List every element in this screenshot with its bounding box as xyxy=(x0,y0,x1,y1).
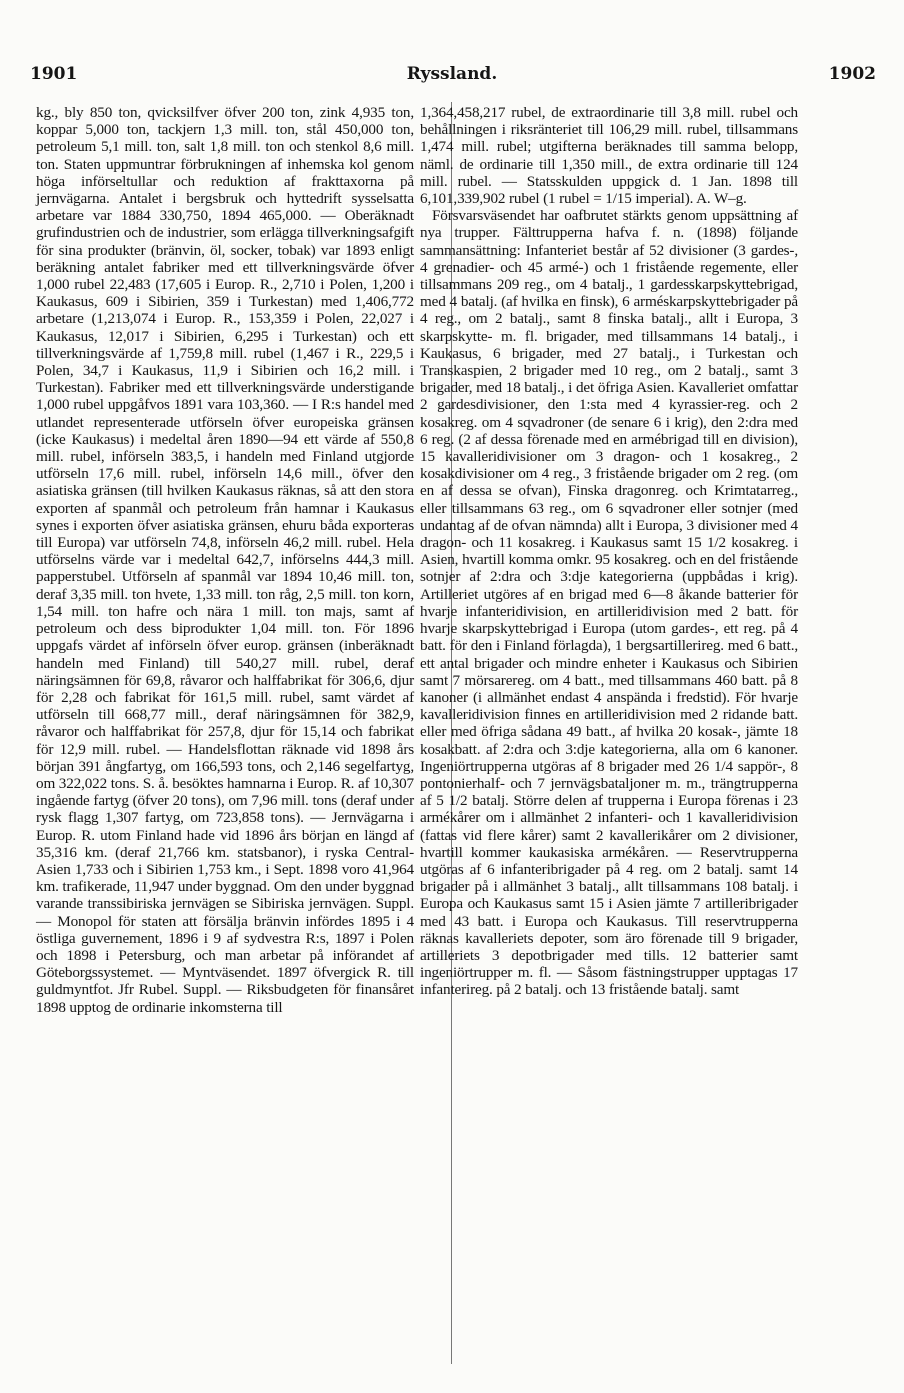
right-text-column xyxy=(420,104,798,999)
left-page-number: 1901 xyxy=(30,64,78,84)
left-text-column xyxy=(36,104,414,1016)
running-title: Ryssland. xyxy=(406,64,498,84)
right-page-number: 1902 xyxy=(828,64,876,84)
left-paragraph: kg., bly 850 ton, qvicksilfver öfver 200 ton, zink 4,935 ton, koppar 5,000 ton, tackjern 1,3 mill. ton, stål 450,000 ton, petroleum 5,1 mill. ton, salt 1,8 mill. ton och stenkol 8,6 mill. ton. Staten uppmuntrar förbrukningen af inhemska kol genom höga införseltullar och reduktion af frakttaxorna på jernvägarna. Antalet i bergsbruk och hyttedrift sysselsatta arbetare var 1884 330,750, 1894 465,000. — Oberäknadt grufindustrien och de industrier, som erlägga tillverkningsafgift för sina produkter (bränvin, öl, socker, tobak) var 1893 enligt beräkning antalet fabriker med ett tillverkningsvärde öfver 1,000 rubel 22,483 (17,605 i Europ. R., 2,710 i Polen, 1,200 i Kaukasus, 609 i Sibirien, 359 i Turkestan) med 1,406,772 arbetare (1,213,074 i Europ. R., 153,359 i Polen, 22,027 i Kaukasus, 12,017 i Sibirien, 6,295 i Turkestan) och ett tillverkningsvärde af 1,759,8 mill. rubel (1,467 i R., 229,5 i Polen, 34,7 i Kaukasus, 11,9 i Sibirien och 16,2 mill. i Turkestan). Fabriker med ett tillverkningsvärde understigande 1,000 rubel uppgåfvos 1891 vara 103,360. — I R:s handel med utlandet representerade utförseln öfver europeiska gränsen (icke Kaukasus) i medeltal åren 1890—94 ett värde af 550,8 mill. rubel, införseln 383,5, i handeln med Finland utgjorde utförseln 17,6 mill. rubel, införseln 14,6 mill., öfver den asiatiska gränsen (till hvilken Kaukasus räknas, så att den stora exporten af spanmål och petroleum från hamnar i Kaukasus synes i exporten öfver asiatiska gränsen, ehuru båda exporteras till Europa) var utförseln 74,8, införseln 46,2 mill. rubel. Hela utförselns värde var i medeltal 642,7, införselns 444,3 mill. papperstubel. Utförseln af spanmål var 1894 10,46 mill. ton, deraf 3,35 mill. ton hvete, 1,33 mill. ton råg, 2,5 mill. ton korn, 1,54 mill. ton hafre och nära 1 mill. ton majs, samt af petroleum och dess biprodukter 1,04 mill. ton. För 1896 uppgafs värdet af införseln öfver europ. gränsen (inberäknadt handeln med Finland) till 540,27 mill. rubel, deraf näringsämnen för 69,8, råvaror och halffabrikat för 306,6, djur för 2,28 och fabrikat för 161,5 mill. rubel, samt värdet af utförseln till 668,77 mill., deraf näringsämnen för 382,9, råvaror och halffabrikat för 257,8, djur för 15,14 och fabrikat för 12,9 mill. rubel. — Handelsflottan räknade vid 1898 års början 391 ångfartyg, om 166,593 tons, och 2,146 segelfartyg, om 322,022 tons. S. å. besöktes hamnarna i Europ. R. af 10,307 ingående fartyg (öfver 20 tons), om 7,96 mill. tons (deraf under rysk flagg 1,307 fartyg, om 723,858 tons). — Jernvägarna i Europ. R. utom Finland hade vid 1896 års början en längd af 35,316 km. (deraf 21,766 km. statsbanor), i ryska Central-Asien 1,733 och i Sibirien 1,753 km., i Sept. 1898 voro 41,964 km. trafikerade, 11,947 under byggnad. Om den under byggnad varande transsibiriska jernvägen se Sibiriska jernvägen. Suppl. — Monopol för staten att försälja bränvin infördes 1895 i 4 östliga guvernement, 1896 i 9 af sydvestra R:s, 1897 i Polen och 1898 i Petersburg, och man arbetar på införandet af Göteborgssystemet. — Myntväsendet. 1897 öfvergick R. till guldmyntfot. Jfr Rubel. Suppl. — Riksbudgeten för finansåret 1898 upptog de ordinarie inkomsterna till xyxy=(36,104,414,1016)
right-paragraph-defence: Försvarsväsendet har oafbrutet stärkts genom uppsättning af nya trupper. Fälttrupperna hafva f. n. (1898) följande sammansättning: Infanteriet består af 52 divisioner (3 gardes-, 4 grenadier- och 45 armé-) och 1 fristående regemente, eller tillsammans 209 reg., om 4 batalj., 1 gardesskarpskyttebrigad, med 4 batalj. (af hvilka en finsk), 6 arméskarpskyttebrigader på 4 reg., om 2 batalj., samt 8 finska batalj., allt i Europa, 3 skarpskytte- m. fl. brigader, med tillsammans 14 batalj., i Kaukasus, 6 brigader, med 27 batalj., i Turkestan och Transkaspien, 2 brigader med 10 reg., om 2 batalj., samt 3 brigader, med 18 batalj., i det öfriga Asien. Kavalleriet omfattar 2 gardesdivisioner, den 1:sta med 4 kyrassier-reg. och 2 kosakreg. om 4 sqvadroner (de senare 6 i krig), den 2:dra med 6 reg. (2 af dessa förenade med en armébrigad till en division), 15 kavalleridivisioner om 3 dragon- och 1 kosakreg., 2 kosakdivisioner om 4 reg., 3 fristående brigader om 2 reg. (om en af dessa se ofvan), Finska dragonreg. och Krimtatarreg., eller tillsammans 63 reg., om 6 sqvadroner eller sotnjer (med undantag af de ofvan nämnda) allt i Europa, 3 divisioner med 4 dragon- och 11 kosakreg. i Kaukasus samt 15 1/2 kosakreg. i Asien, hvartill komma omkr. 95 kosakreg. och en del fristående sotnjer af 2:dra och 3:dje kategorierna (uppbådas i krig). Artilleriet utgöres af en brigad med 6—8 åkande batterier för hvarje infanteridivision, en artilleridivision med 2 batt. för hvarje skarpskyttebrigad i Europa (utom gardes-, ett reg. på 4 batt. för den i Finland förlagda), 1 bergsartillerireg. med 6 batt., ett antal brigader och mindre enheter i Kaukasus och Sibirien samt 7 mörsarereg. om 4 batt., med tillsammans 460 batt. på 8 kanoner (i allmänhet endast 4 anspända i fredstid). För hvarje kavalleridivision finnes en artilleridivision med 2 ridande batt. eller med öfriga sådana 49 batt., af hvilka 20 kosak-, jämte 18 kosakbatt. af 2:dra och 3:dje kategorierna, alla om 6 kanoner. Ingeniörtrupperna utgöras af 8 brigader med 26 1/4 sappör-, 8 pontonierhalf- och 7 jernvägsbataljoner m. m., trängtrupperna af 5 1/2 batalj. Större delen af trupperna i Europa förenas i 23 armékårer om i allmänhet 2 infanteri- och 1 kavalleridivision (fattas vid flere kårer) samt 2 kavallerikårer om 2 divisioner, hvartill kommer kaukasiska armékåren. — Reservtrupperna utgöras af 6 infanteribrigader på 4 reg. om 2 batalj. samt 14 brigader på i allmänhet 3 batalj., allt tillsammans 108 batalj. i Europa och Kaukasus samt 15 i Asien jämte 7 artilleribrigader med 43 batt. i Europa och Kaukasus. Till reservtrupperna räknas kavalleriets depoter, som äro förenade till 9 brigader, artilleriets 3 depotbrigader med tills. 12 batterier samt ingeniörtrupper m. fl. — Såsom fästningstrupper upptagas 17 infanterireg. på 2 batalj. och 13 fristående batalj. samt xyxy=(420,207,798,999)
right-paragraph-budget: 1,364,458,217 rubel, de extraordinarie till 3,8 mill. rubel och behållningen i riksränteriet till 106,29 mill. rubel, tillsammans 1,474 mill. rubel; utgifterna beräknades till samma belopp, näml. de ordinarie till 1,350 mill., de extra ordinarie till 124 mill. rubel. — Statsskulden uppgick d. 1 Jan. 1898 till 6,101,339,902 rubel (1 rubel = 1/15 imperial). A. W–g. xyxy=(420,104,798,208)
